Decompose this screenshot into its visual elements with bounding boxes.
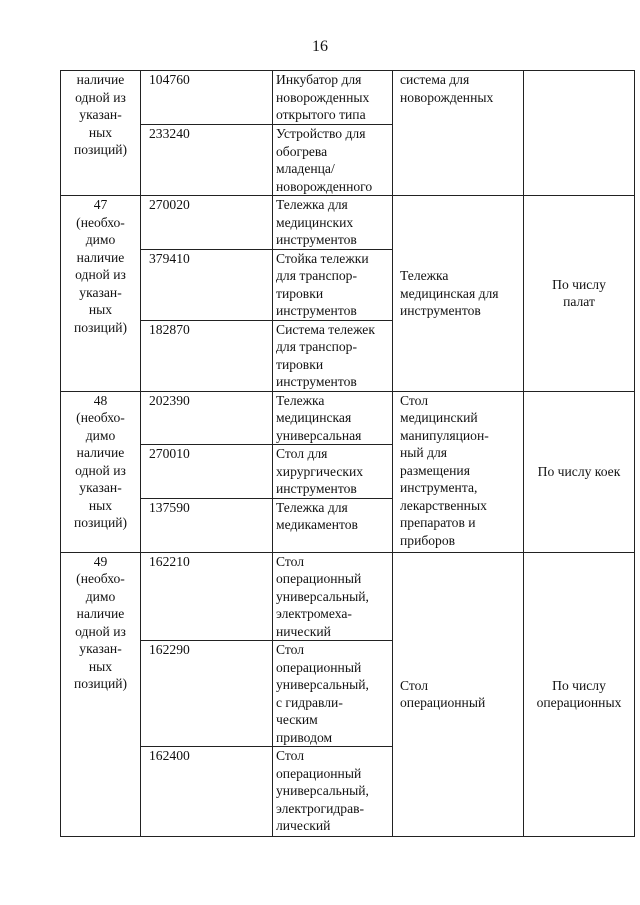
code: 137590	[149, 499, 190, 515]
code: 182870	[149, 321, 190, 337]
name-cell	[273, 445, 393, 499]
code-cell	[141, 391, 273, 445]
code: 104760	[149, 72, 190, 87]
type-cell	[393, 552, 524, 837]
code-cell	[141, 249, 273, 320]
qty-cell	[524, 196, 635, 392]
name-cell	[273, 552, 393, 641]
type-cell	[393, 196, 524, 392]
code-cell	[141, 196, 273, 250]
table-row	[61, 552, 635, 641]
item-number: 49 (необхо- димо наличие одной из указан- ных позиций)	[73, 553, 128, 691]
qty-cell	[524, 552, 635, 837]
equipment-name: Система тележек для транспор- тировки инструментов	[276, 321, 375, 389]
name-cell	[273, 641, 393, 747]
equipment-name: Стол операционный универсальный, электрогидрав- лический	[276, 748, 369, 833]
equipment-name: Стол для хирургических инструментов	[276, 446, 364, 496]
code-cell	[141, 498, 273, 552]
item-number-cell	[61, 196, 141, 392]
item-number-cell	[61, 391, 141, 552]
quantity: По числу операционных	[536, 677, 622, 711]
equipment-type: Стол медицинский манипуляцион- ный для размещения инструмента, лекарственных препаратов и приборов	[400, 392, 489, 548]
item-number: 48 (необхо- димо наличие одной из указан- ных позиций)	[73, 392, 128, 530]
equipment-type: Тележка медицинская для инструментов	[400, 268, 499, 318]
equipment-name: Тележка для медицинских инструментов	[276, 197, 357, 247]
quantity: По числу коек	[537, 463, 621, 479]
equipment-type: Стол операционный	[400, 677, 486, 711]
code: 162290	[149, 642, 190, 657]
code-cell	[141, 71, 273, 125]
code-cell	[141, 445, 273, 499]
code-cell	[141, 320, 273, 391]
quantity: По числу палат	[552, 276, 606, 310]
code: 270010	[149, 446, 190, 461]
name-cell	[273, 391, 393, 445]
name-cell	[273, 196, 393, 250]
name-cell	[273, 747, 393, 837]
qty-cell	[524, 391, 635, 552]
equipment-name: Тележка медицинская универсальная	[276, 392, 362, 443]
code: 379410	[149, 250, 190, 266]
name-cell	[273, 249, 393, 320]
equipment-table	[60, 70, 635, 837]
type-cell	[393, 391, 524, 552]
page-number: 16	[312, 38, 328, 55]
table-row	[61, 71, 635, 125]
table-row	[61, 391, 635, 445]
qty-cell	[524, 71, 635, 196]
code: 233240	[149, 126, 190, 141]
code: 270020	[149, 197, 190, 212]
code: 162400	[149, 748, 190, 763]
equipment-name: Стойка тележки для транспор- тировки инструментов	[276, 250, 369, 318]
table-row	[61, 196, 635, 250]
name-cell	[273, 498, 393, 552]
item-number-cell	[61, 552, 141, 837]
item-number-cell	[61, 71, 141, 196]
equipment-name: Стол операционный универсальный, электромеха- нический	[276, 553, 369, 639]
equipment-name: Тележка для медикаментов	[276, 499, 358, 532]
equipment-name: Инкубатор для новорожденных открытого типа	[276, 72, 370, 122]
name-cell	[273, 71, 393, 125]
name-cell	[273, 125, 393, 196]
equipment-name: Устройство для обогрева младенца/ новорожденного	[276, 126, 373, 194]
item-number: наличие одной из указан- ных позиций)	[73, 72, 128, 157]
code-cell	[141, 125, 273, 196]
equipment-type: система для новорожденных	[400, 72, 494, 105]
code: 202390	[149, 392, 190, 408]
code: 162210	[149, 553, 190, 569]
type-cell	[393, 71, 524, 196]
code-cell	[141, 641, 273, 747]
code-cell	[141, 552, 273, 641]
equipment-name: Стол операционный универсальный, с гидравли- ческим приводом	[276, 642, 369, 745]
name-cell	[273, 320, 393, 391]
item-number: 47 (необхо- димо наличие одной из указан- ных позиций)	[73, 197, 128, 335]
code-cell	[141, 747, 273, 837]
